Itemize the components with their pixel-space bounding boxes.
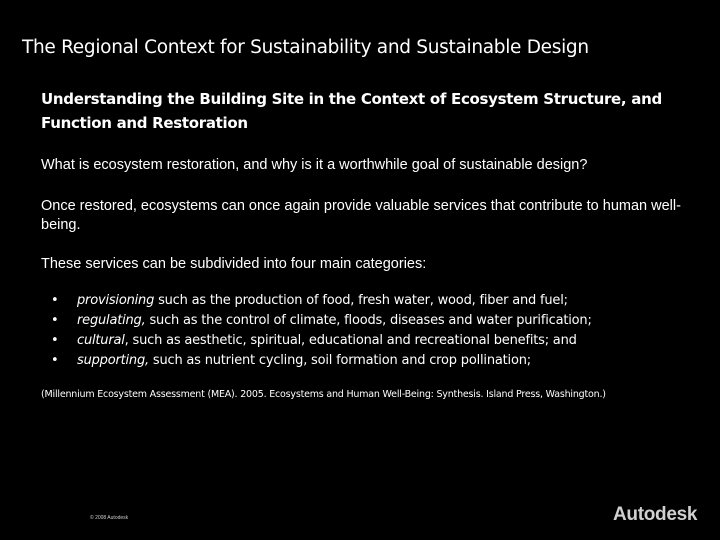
category-term: provisioning xyxy=(77,293,155,308)
category-term: supporting, xyxy=(77,353,149,368)
category-description: such as nutrient cycling, soil formation and crop pollination; xyxy=(148,353,531,368)
bullet-icon: • xyxy=(51,333,59,348)
service-categories-list xyxy=(41,291,681,371)
slide-title: The Regional Context for Sustainability and Sustainable Design xyxy=(22,37,589,58)
copyright-notice: © 2008 Autodesk xyxy=(90,515,129,521)
autodesk-logo: Autodesk xyxy=(613,504,698,525)
list-item xyxy=(41,291,681,311)
category-description: , such as aesthetic, spiritual, educational and recreational benefits; and xyxy=(124,333,577,348)
list-item xyxy=(41,331,681,351)
bullet-icon: • xyxy=(51,353,59,368)
category-description: such as the control of climate, floods, diseases and water purification; xyxy=(145,313,592,328)
category-term: regulating, xyxy=(77,313,146,328)
restoration-paragraph: Once restored, ecosystems can once again provide valuable services that contribute to human well-being. xyxy=(41,198,681,233)
list-item xyxy=(41,351,681,371)
slide-subtitle: Understanding the Building Site in the Context of Ecosystem Structure, and Function and Restoration xyxy=(41,90,662,132)
question-paragraph: What is ecosystem restoration, and why is it a worthwhile goal of sustainable design? xyxy=(41,157,588,173)
categories-intro-paragraph: These services can be subdivided into four main categories: xyxy=(41,256,427,272)
bullet-icon: • xyxy=(51,313,59,328)
citation: (Millennium Ecosystem Assessment (MEA). 2005. Ecosystems and Human Well-Being: Synthesis. Island Press, Washington.) xyxy=(41,389,606,400)
category-description: such as the production of food, fresh water, wood, fiber and fuel; xyxy=(154,293,568,308)
category-term: cultural xyxy=(77,333,125,348)
list-item xyxy=(41,311,681,331)
bullet-icon: • xyxy=(51,293,59,308)
